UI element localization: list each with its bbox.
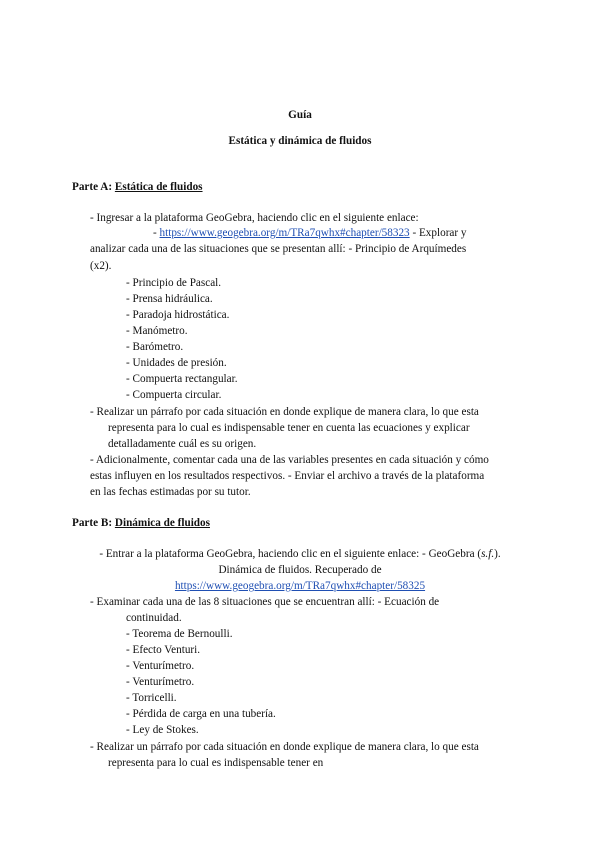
part-a-para2-line2: estas influyen en los resultados respectivos. - Enviar el archivo a través de la plataforma <box>90 470 485 482</box>
geogebra-link-dynamics[interactable]: https://www.geogebra.org/m/TRa7qwhx#chapter/58325 <box>174 580 426 592</box>
part-a-intro-line4: (x2). <box>90 260 112 272</box>
part-a-para1-line2: representa para lo cual es indispensable tener en cuenta las ecuaciones y explicar <box>108 422 470 434</box>
list-item: - Efecto Venturi. <box>126 644 201 656</box>
part-b-ref-line1 <box>0 547 600 562</box>
part-a-title: Estática de fluidos <box>114 181 203 193</box>
part-a-heading <box>72 180 203 195</box>
part-a-intro-line2 <box>153 226 467 241</box>
list-item: - Barómetro. <box>126 341 184 353</box>
list-item: - Pérdida de carga en una tubería. <box>126 708 276 720</box>
part-a-para1-line1: - Realizar un párrafo por cada situación en donde explique de manera clara, lo que esta <box>90 406 479 418</box>
part-a-intro-line3: analizar cada una de las situaciones que se presentan allí: - Principio de Arquímedes <box>90 243 467 255</box>
list-item: - Ley de Stokes. <box>126 724 199 736</box>
doc-title: Guía <box>288 109 312 121</box>
list-item: - Torricelli. <box>126 692 177 704</box>
list-item: - Prensa hidráulica. <box>126 293 213 305</box>
part-b-para1-line1: - Realizar un párrafo por cada situación en donde explique de manera clara, lo que esta <box>90 741 479 753</box>
part-b-link-line <box>0 579 600 594</box>
part-b-heading <box>72 516 210 531</box>
doc-subtitle: Estática y dinámica de fluidos <box>228 135 372 147</box>
part-b-exam-line1: - Examinar cada una de las 8 situaciones que se encuentran allí: - Ecuación de <box>90 596 440 608</box>
part-b-ref-line2: Dinámica de fluidos. Recuperado de <box>218 564 382 576</box>
part-b-title: Dinámica de fluidos <box>114 517 210 529</box>
list-item: - Principio de Pascal. <box>126 277 222 289</box>
list-item: - Venturímetro. <box>126 660 195 672</box>
part-b-para1-line2: representa para lo cual es indispensable tener en <box>108 757 324 769</box>
part-a-intro-line1: - Ingresar a la plataforma GeoGebra, haciendo clic en el siguiente enlace: <box>90 212 419 224</box>
part-b-ref-line1-a: - Entrar a la plataforma GeoGebra, haciendo clic en el siguiente enlace: - GeoGebra ( <box>99 548 482 560</box>
geogebra-link-statics[interactable]: https://www.geogebra.org/m/TRa7qwhx#chapter/58323 <box>159 227 410 239</box>
part-b-exam-line2: continuidad. <box>126 612 182 624</box>
list-item: - Manómetro. <box>126 325 188 337</box>
part-b-ref-line1-b: ). <box>494 548 501 560</box>
list-item: - Venturímetro. <box>126 676 195 688</box>
list-item: - Teorema de Bernoulli. <box>126 628 233 640</box>
part-a-para2-line3: en las fechas estimadas por su tutor. <box>90 486 251 498</box>
part-a-link-suffix: - Explorar y <box>409 227 467 239</box>
part-b-prefix: Parte B: <box>72 517 115 529</box>
part-b-ref-italic: s.f. <box>481 548 495 560</box>
part-a-link-prefix: - <box>153 227 160 239</box>
list-item: - Paradoja hidrostática. <box>126 309 230 321</box>
list-item: - Compuerta circular. <box>126 389 222 401</box>
list-item: - Compuerta rectangular. <box>126 373 238 385</box>
list-item: - Unidades de presión. <box>126 357 227 369</box>
part-a-para2-line1: - Adicionalmente, comentar cada una de las variables presentes en cada situación y cómo <box>90 454 489 466</box>
part-a-prefix: Parte A: <box>72 181 115 193</box>
part-a-para1-line3: detalladamente cuál es su origen. <box>108 438 257 450</box>
